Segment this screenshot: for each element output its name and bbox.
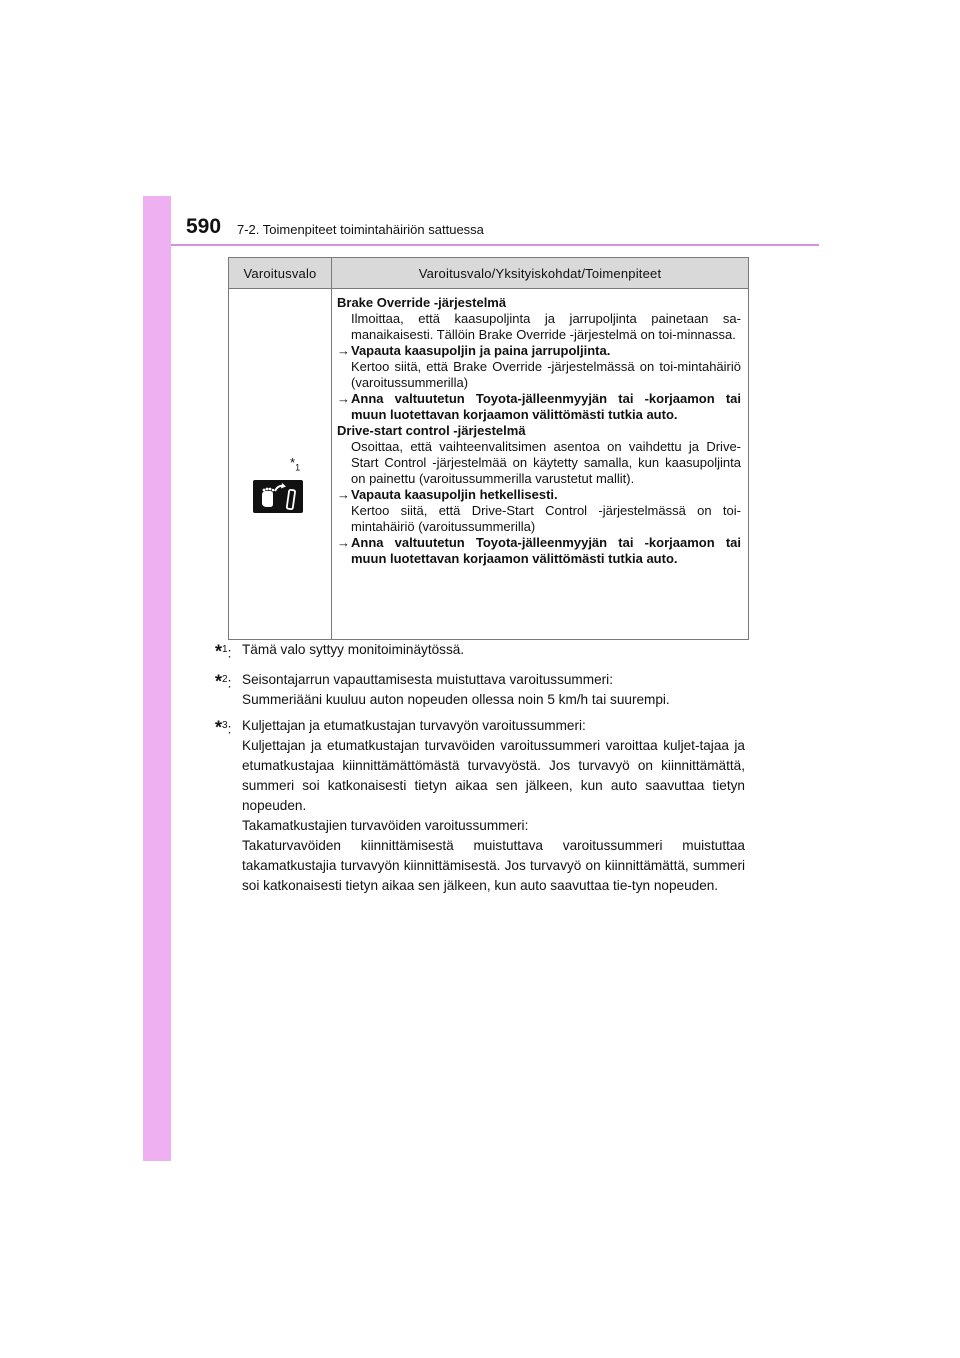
footnotes	[215, 640, 745, 902]
warning-light-table	[228, 257, 749, 640]
brake-override-warning-icon	[253, 480, 303, 513]
arrow-icon: →	[337, 487, 350, 502]
footnote-2: *$^2$: Seisontajarrun vapauttamisesta muistuttava varoitussummeri: Summeriääni kuuluu auton nopeuden ollessa noin 5 km/h tai suurempi.	[215, 671, 670, 707]
table-row	[229, 289, 749, 640]
arrow-icon: →	[337, 535, 350, 550]
section-title-drive-start: Drive-start control -järjestelmä	[337, 423, 526, 438]
section-description: Ilmoittaa, että kaasupoljinta ja jarrupoljinta painetaan sa-manaikaisesti. Tällöin Brake Override -järjestelmä on toi-minnassa.	[351, 311, 741, 342]
section-title-brake-override: Brake Override -järjestelmä	[337, 295, 507, 310]
arrow-icon: →	[337, 391, 350, 406]
col-header-warning-light: Varoitusvalo	[229, 258, 332, 289]
details-cell	[332, 289, 749, 640]
arrow-icon: →	[337, 343, 350, 358]
table-header-row	[229, 258, 749, 289]
icon-cell	[229, 289, 332, 640]
action-item: → Anna valtuutetun Toyota-jälleenmyyjän tai -korjaamon tai muun luotettavan korjaamon välittömästi tutkia auto.	[337, 391, 741, 422]
icon-footnote-ref: $*_1$	[290, 455, 301, 473]
chapter-title: 7-2. Toimenpiteet toimintahäiriön sattuessa	[237, 222, 484, 237]
header-divider	[171, 244, 819, 246]
section-description: Kertoo siitä, että Drive-Start Control -järjestelmässä on toi-mintahäiriö (varoitussummerilla)	[351, 503, 741, 534]
action-item: → Vapauta kaasupoljin hetkellisesti.	[337, 487, 558, 502]
section-description: Kertoo siitä, että Brake Override -järjestelmässä on toi-mintahäiriö (varoitussummerilla)	[351, 359, 741, 390]
action-item: → Anna valtuutetun Toyota-jälleenmyyjän tai -korjaamon tai muun luotettavan korjaamon välittömästi tutkia auto.	[337, 535, 741, 566]
section-description: Osoittaa, että vaihteenvalitsimen asentoa on vaihdettu ja Drive-Start Control -järjestelmää on käytetty samalla, kun kaasupoljinta on painettu (varoitussummerilla varustetut mallit).	[351, 439, 741, 486]
page-number: 590	[186, 215, 222, 238]
col-header-details: Varoitusvalo/Yksityiskohdat/Toimenpiteet	[332, 258, 749, 289]
chapter-side-tab	[143, 196, 171, 1161]
action-item: → Vapauta kaasupoljin ja paina jarrupoljinta.	[337, 343, 611, 358]
footnote-3: *$^3$: Kuljettajan ja etumatkustajan turvavyön varoitussummeri: Kuljettajan ja etumatkustajan turvavöiden varoitussummeri varoittaa kuljet-tajaa ja etumatkustajaa kiinnittämättömästä turvavyöstä. Jos turvavyö on kiinnittämättä, summeri soi katkonaisesti tietyn aikaa sen jälkeen, kun auto saavuttaa tietyn nopeuden. Takamatkustajien turvavöiden varoitussummeri: Takaturvavöiden kiinnittämisestä muistuttava varoitussummeri muistuttaa takamatkustajia turvavyön kiinnittämisestä. Jos turvavyö on kiinnittämättä, summeri soi katkonaisesti tietyn aikaa sen jälkeen, kun auto saavuttaa tie-tyn nopeuden.	[215, 717, 745, 893]
footnote-1: *$^1$: Tämä valo syttyy monitoiminäytössä.	[215, 641, 465, 662]
